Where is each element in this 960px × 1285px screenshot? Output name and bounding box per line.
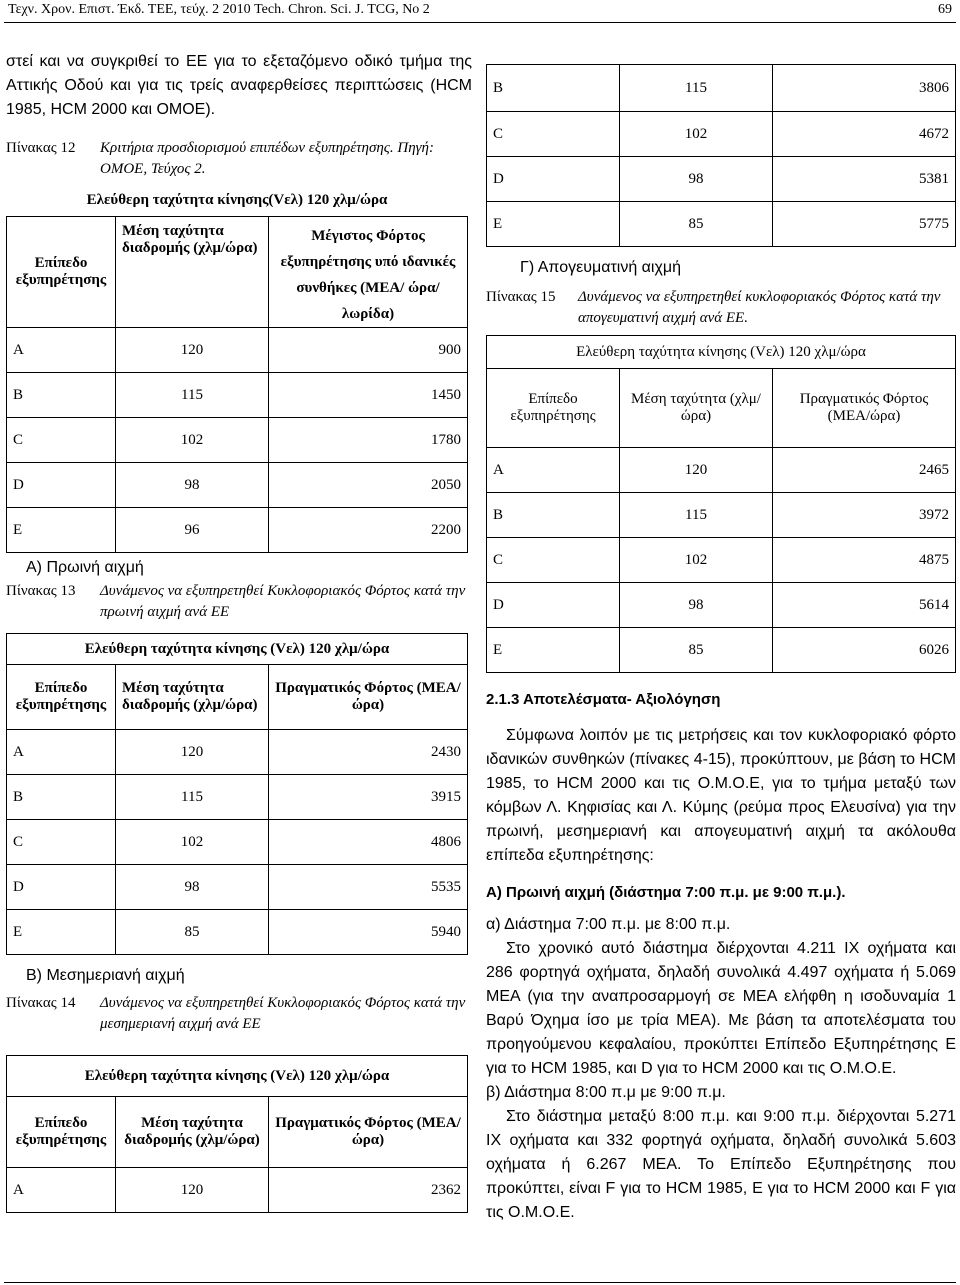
table15-number: Πίνακας 15 <box>486 289 556 305</box>
table-row: A 120 2465 <box>487 448 956 493</box>
header-rule <box>4 22 956 23</box>
table12-header-level: Επίπεδο εξυπηρέτησης <box>7 217 116 328</box>
table-row: B 115 3972 <box>487 493 956 538</box>
section-results-heading: 2.1.3 Αποτελέσματα- Αξιολόγηση <box>486 691 721 708</box>
table-row: D 98 2050 <box>7 463 468 508</box>
table13 <box>6 633 468 955</box>
table14-caption-text: Δυνάμενος να εξυπηρετηθεί Κυκλοφοριακός Φόρτος κατά την μεσημεριανή αιχμή ανά ΕΕ <box>100 995 466 1032</box>
table13-header-load: Πραγματικός Φόρτος (ΜΕΑ/ώρα) <box>269 665 468 730</box>
interval-a-label: α) Διάστημα 7:00 π.μ. με 8:00 π.μ. <box>486 916 731 933</box>
table13-title: Ελεύθερη ταχύτητα κίνησης (Vελ) 120 χλμ/ώρα <box>7 634 468 665</box>
table15-header-level: Επίπεδο εξυπηρέτησης <box>487 369 620 448</box>
table-row: B 115 3806 <box>487 65 956 112</box>
interval-b-label: β) Διάστημα 8:00 π.μ με 9:00 π.μ. <box>486 1084 726 1101</box>
table14-header-speed: Μέση ταχύτητα διαδρομής (χλμ/ώρα) <box>116 1097 269 1168</box>
table12-number: Πίνακας 12 <box>6 140 76 156</box>
table15-caption <box>486 287 956 329</box>
table-row: E 96 2200 <box>7 508 468 553</box>
section-morning-peak: Α) Πρωινή αιχμή <box>26 559 144 576</box>
table12-caption-text: Κριτήρια προσδιορισμού επιπέδων εξυπηρέτησης. Πηγή: ΟΜΟΕ, Τεύχος 2. <box>100 140 434 177</box>
table13-number: Πίνακας 13 <box>6 583 76 599</box>
table-row: B 115 3915 <box>7 775 468 820</box>
table13-header-level: Επίπεδο εξυπηρέτησης <box>7 665 116 730</box>
table14-header-load: Πραγματικός Φόρτος (ΜΕΑ/ώρα) <box>269 1097 468 1168</box>
table-row: C 102 4875 <box>487 538 956 583</box>
table12-header-speed: Μέση ταχύτητα διαδρομής (χλμ/ώρα) <box>116 217 269 328</box>
table-row: C 102 1780 <box>7 418 468 463</box>
interval-a-paragraph: Στο χρονικό αυτό διάστημα διέρχονται 4.211 ΙΧ οχήματα και 286 φορτηγά οχήματα, δηλαδή συνολικά 4.497 οχήματα ή 5.069 ΜΕΑ (για την αναπροσαρμογή σε ΜΕΑ ελήφθη η ισοδυναμία 1 Βαρύ Όχημα ίσο με τρία ΜΕΑ). Με βάση τα αποτελέσματα του προηγούμενου κεφαλαίου, προκύπτει Επίπεδο Εξυπηρέτησης Ε για το HCM 1985, και D για το HCM 2000 και τις Ο.Μ.Ο.Ε. <box>486 940 956 1077</box>
table13-header-speed: Μέση ταχύτητα διαδρομής (χλμ/ώρα) <box>116 665 269 730</box>
right-column <box>486 64 956 1225</box>
table14-caption <box>6 993 472 1035</box>
table13-caption <box>6 581 472 623</box>
table12 <box>6 184 468 553</box>
table-row: E 85 5775 <box>487 202 956 247</box>
table-row: D 98 5381 <box>487 157 956 202</box>
running-header <box>8 0 952 22</box>
section-midday-peak: Β) Μεσημεριανή αιχμή <box>26 967 185 984</box>
table-row: C 102 4672 <box>487 112 956 157</box>
table14-header-level: Επίπεδο εξυπηρέτησης <box>7 1097 116 1168</box>
journal-citation: Τεχν. Χρον. Επιστ. Έκδ. ΤΕΕ, τεύχ. 2 2010 Tech. Chron. Sci. J. TCG, No 2 <box>8 2 430 17</box>
table15-header-speed: Μέση ταχύτητα (χλμ/ώρα) <box>620 369 773 448</box>
intro-paragraph: στεί και να συγκριθεί το ΕΕ για το εξεταζόμενο οδικό τμήμα της Αττικής Οδού και για τις τρείς αναφερθείσες περιπτώσεις (HCM 1985, HCM 2000 και ΟΜΟΕ). <box>6 53 472 118</box>
table15-title: Ελεύθερη ταχύτητα κίνησης (Vελ) 120 χλμ/ώρα <box>487 336 956 369</box>
table15-caption-text: Δυνάμενος να εξυπηρετηθεί κυκλοφοριακός Φόρτος κατά την απογευματινή αιχμή ανά ΕΕ. <box>578 289 941 326</box>
table-row: D 98 5535 <box>7 865 468 910</box>
section-afternoon-peak: Γ) Απογευματινή αιχμή <box>520 259 681 276</box>
table14-number: Πίνακας 14 <box>6 995 76 1011</box>
table-row: E 85 6026 <box>487 628 956 673</box>
interval-b-paragraph: Στο διάστημα μεταξύ 8:00 π.μ. και 9:00 π.μ. διέρχονται 5.271 ΙΧ οχήματα και 332 φορτηγά οχήματα, δηλαδή συνολικά 5.603 οχήματα ή 6.267 ΜΕΑ. Το Επίπεδο Εξυπηρέτησης που προκύπτει, είναι F για το HCM 1985, E για το HCM 2000 και F για τις Ο.Μ.Ο.Ε. <box>486 1108 956 1221</box>
table-row: C 102 4806 <box>7 820 468 865</box>
page-number: 69 <box>938 2 952 17</box>
table14-title: Ελεύθερη ταχύτητα κίνησης (Vελ) 120 χλμ/ώρα <box>7 1056 468 1097</box>
table-row: A 120 2430 <box>7 730 468 775</box>
table13-caption-text: Δυνάμενος να εξυπηρετηθεί Κυκλοφοριακός Φόρτος κατά την πρωινή αιχμή ανά ΕΕ <box>100 583 466 620</box>
table-row: E 85 5940 <box>7 910 468 955</box>
table12-title: Ελεύθερη ταχύτητα κίνησης(Vελ) 120 χλμ/ώρα <box>86 191 388 208</box>
footer-rule <box>4 1282 956 1283</box>
table-row: D 98 5614 <box>487 583 956 628</box>
table-row: A 120 900 <box>7 328 468 373</box>
table14 <box>6 1055 468 1213</box>
table12-header-load: Μέγιστος Φόρτος εξυπηρέτησης υπό ιδανικές συνθήκες (ΜΕΑ/ ώρα/λωρίδα) <box>269 217 468 328</box>
table14-continued <box>486 64 956 247</box>
table-row: B 115 1450 <box>7 373 468 418</box>
results-paragraph: Σύμφωνα λοιπόν με τις μετρήσεις και τον κυκλοφοριακό φόρτο ιδανικών συνθηκών (πίνακες 4-15), προκύπτουν, με βάση το HCM 1985, το HCM 2000 και τις Ο.Μ.Ο.Ε, για το τμήμα μεταξύ των κόμβων Λ. Κηφισίας και Λ. Κύμης (ρεύμα προς Ελευσίνα) για την πρωινή, μεσημεριανή και απογευματινή αιχμή τα ακόλουθα επίπεδα εξυπηρέτησης: <box>486 727 956 864</box>
table12-caption <box>6 138 472 180</box>
table15 <box>486 335 956 673</box>
table15-header-load: Πραγματικός Φόρτος (ΜΕΑ/ώρα) <box>773 369 956 448</box>
morning-peak-heading: Α) Πρωινή αιχμή (διάστημα 7:00 π.μ. με 9:00 π.μ.). <box>486 884 846 901</box>
table-row: A 120 2362 <box>7 1168 468 1213</box>
left-column <box>6 50 472 1213</box>
